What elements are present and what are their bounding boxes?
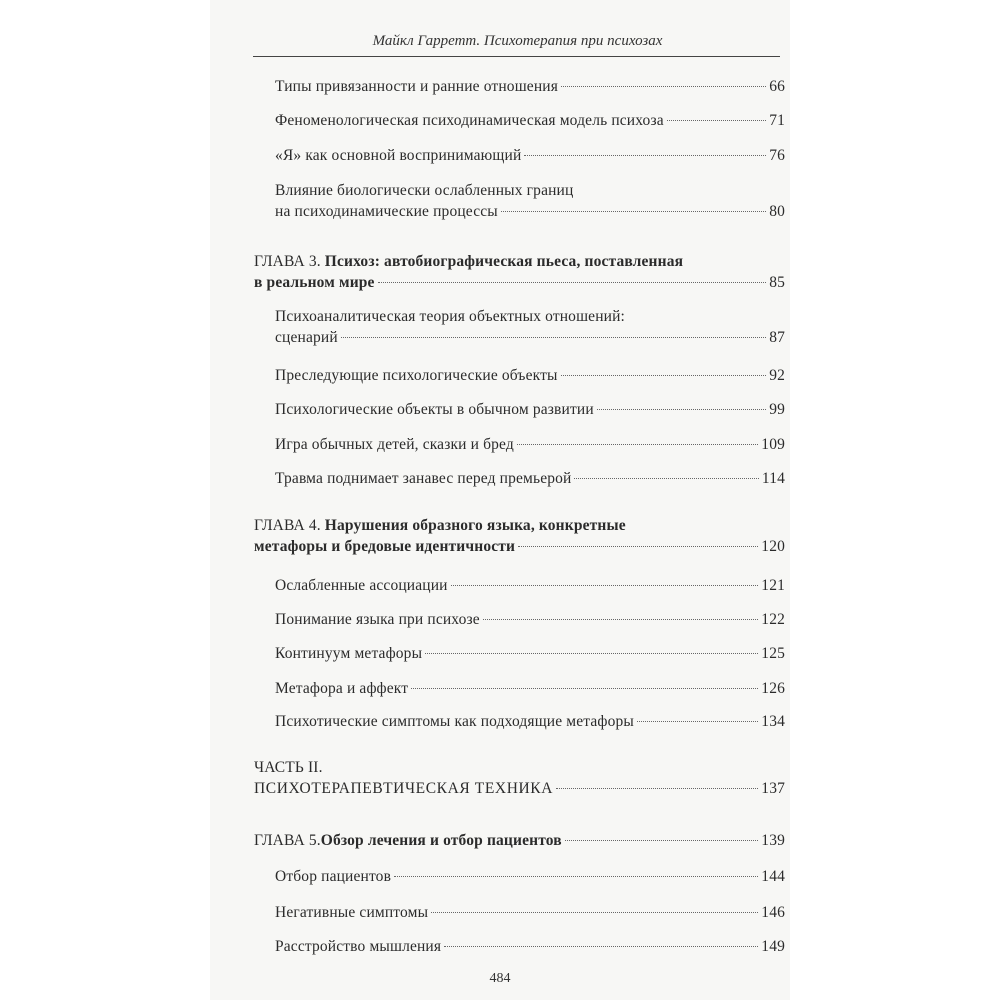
chapter-label: ГЛАВА 4. bbox=[254, 517, 325, 534]
toc-title: Психологические объекты в обычном развитии bbox=[275, 401, 594, 418]
toc-title: Негативные симптомы bbox=[275, 904, 429, 921]
dot-leader bbox=[431, 912, 758, 913]
toc-entry bbox=[275, 866, 785, 887]
toc-title: Феноменологическая психодинамическая модель психоза bbox=[275, 112, 664, 129]
toc-page: 109 bbox=[761, 436, 785, 453]
dot-leader bbox=[394, 876, 758, 877]
toc-entry bbox=[275, 936, 785, 957]
toc-title: Влияние биологически ослабленных границ bbox=[275, 182, 574, 199]
chapter-title: Нарушения образного языка, конкретные bbox=[324, 517, 626, 534]
dot-leader bbox=[451, 585, 759, 586]
toc-page: 122 bbox=[761, 611, 785, 628]
toc-entry bbox=[275, 145, 785, 166]
toc-page: 76 bbox=[769, 147, 785, 164]
toc-chapter bbox=[254, 515, 785, 557]
toc-page: 121 bbox=[761, 577, 785, 594]
toc-title: Психотические симптомы как подходящие метафоры bbox=[275, 713, 634, 730]
chapter-label: ГЛАВА 3. bbox=[254, 253, 325, 270]
toc-page: 134 bbox=[761, 713, 785, 730]
toc-page: 139 bbox=[761, 832, 785, 849]
toc-page: 66 bbox=[769, 78, 785, 95]
dot-leader bbox=[524, 155, 766, 156]
dot-leader bbox=[561, 86, 766, 87]
dot-leader bbox=[425, 653, 758, 654]
dot-leader bbox=[574, 478, 758, 479]
toc-title: Понимание языка при психозе bbox=[275, 611, 480, 628]
dot-leader bbox=[597, 409, 766, 410]
toc-entry bbox=[275, 902, 785, 923]
toc-title: Ослабленные ассоциации bbox=[275, 577, 448, 594]
toc-entry bbox=[275, 711, 785, 732]
running-header: Майкл Гарретт. Психотерапия при психозах bbox=[372, 33, 663, 49]
toc-page: 92 bbox=[769, 367, 785, 384]
dot-leader bbox=[483, 619, 758, 620]
toc-page: 85 bbox=[769, 274, 785, 291]
dot-leader bbox=[565, 840, 759, 841]
dot-leader bbox=[341, 337, 766, 338]
toc-entry bbox=[275, 399, 785, 420]
toc-page: 87 bbox=[769, 329, 785, 346]
toc-entry bbox=[275, 575, 785, 596]
toc-part bbox=[254, 757, 785, 799]
toc-entry bbox=[275, 76, 785, 97]
toc-page: 149 bbox=[761, 938, 785, 955]
toc-title-cont: на психодинамические процессы bbox=[275, 203, 498, 220]
dot-leader bbox=[411, 688, 758, 689]
toc-page: 125 bbox=[761, 645, 785, 662]
dot-leader bbox=[561, 375, 767, 376]
toc-chapter bbox=[254, 830, 785, 851]
toc-title: Игра обычных детей, сказки и бред bbox=[275, 436, 514, 453]
dot-leader bbox=[556, 788, 758, 789]
chapter-title: Психоз: автобиографическая пьеса, поставленная bbox=[324, 253, 684, 270]
toc-entry bbox=[275, 434, 785, 455]
chapter-title-cont: в реальном мире bbox=[254, 274, 375, 291]
toc-title-cont: сценарий bbox=[275, 329, 338, 346]
dot-leader bbox=[501, 211, 766, 212]
dot-leader bbox=[518, 546, 758, 547]
dot-leader bbox=[667, 120, 766, 121]
toc-entry bbox=[275, 678, 785, 699]
toc-title: Преследующие психологические объекты bbox=[275, 367, 558, 384]
part-title: ПСИХОТЕРАПЕВТИЧЕСКАЯ ТЕХНИКА bbox=[254, 780, 554, 797]
toc-entry bbox=[275, 306, 785, 348]
dot-leader bbox=[444, 946, 758, 947]
toc-title: Типы привязанности и ранние отношения bbox=[275, 78, 558, 95]
toc-page: 99 bbox=[769, 401, 785, 418]
toc-page: 80 bbox=[769, 203, 785, 220]
header-rule bbox=[253, 56, 780, 57]
toc-title: Континуум метафоры bbox=[275, 645, 423, 662]
chapter-title: Обзор лечения и отбор пациентов bbox=[320, 832, 562, 849]
toc-page: 144 bbox=[761, 868, 785, 885]
toc-title: Психоаналитическая теория объектных отношений: bbox=[275, 308, 625, 325]
toc-page: 126 bbox=[761, 680, 785, 697]
toc-entry bbox=[275, 110, 785, 131]
dot-leader bbox=[517, 444, 758, 445]
toc-entry bbox=[275, 365, 785, 386]
dot-leader bbox=[378, 282, 767, 283]
toc-page: 114 bbox=[761, 470, 785, 487]
toc-page: 146 bbox=[761, 904, 785, 921]
toc-title: Травма поднимает занавес перед премьерой bbox=[275, 470, 572, 487]
toc-title: Отбор пациентов bbox=[275, 868, 392, 885]
toc-entry bbox=[275, 468, 785, 489]
part-label: ЧАСТЬ II. bbox=[254, 759, 323, 776]
chapter-title-cont: метафоры и бредовые идентичности bbox=[254, 538, 516, 555]
toc-entry bbox=[275, 180, 785, 222]
chapter-label: ГЛАВА 5. bbox=[254, 832, 321, 849]
toc-page: 71 bbox=[769, 112, 785, 129]
dot-leader bbox=[637, 721, 758, 722]
toc-title: Расстройство мышления bbox=[275, 938, 442, 955]
toc-title: Метафора и аффект bbox=[275, 680, 409, 697]
toc-chapter bbox=[254, 251, 785, 293]
toc-title: «Я» как основной воспринимающий bbox=[275, 147, 522, 164]
page-number: 484 bbox=[489, 971, 511, 986]
toc-page: 120 bbox=[761, 538, 785, 555]
toc-entry bbox=[275, 643, 785, 664]
toc-entry bbox=[275, 609, 785, 630]
toc-page: 137 bbox=[761, 780, 785, 797]
